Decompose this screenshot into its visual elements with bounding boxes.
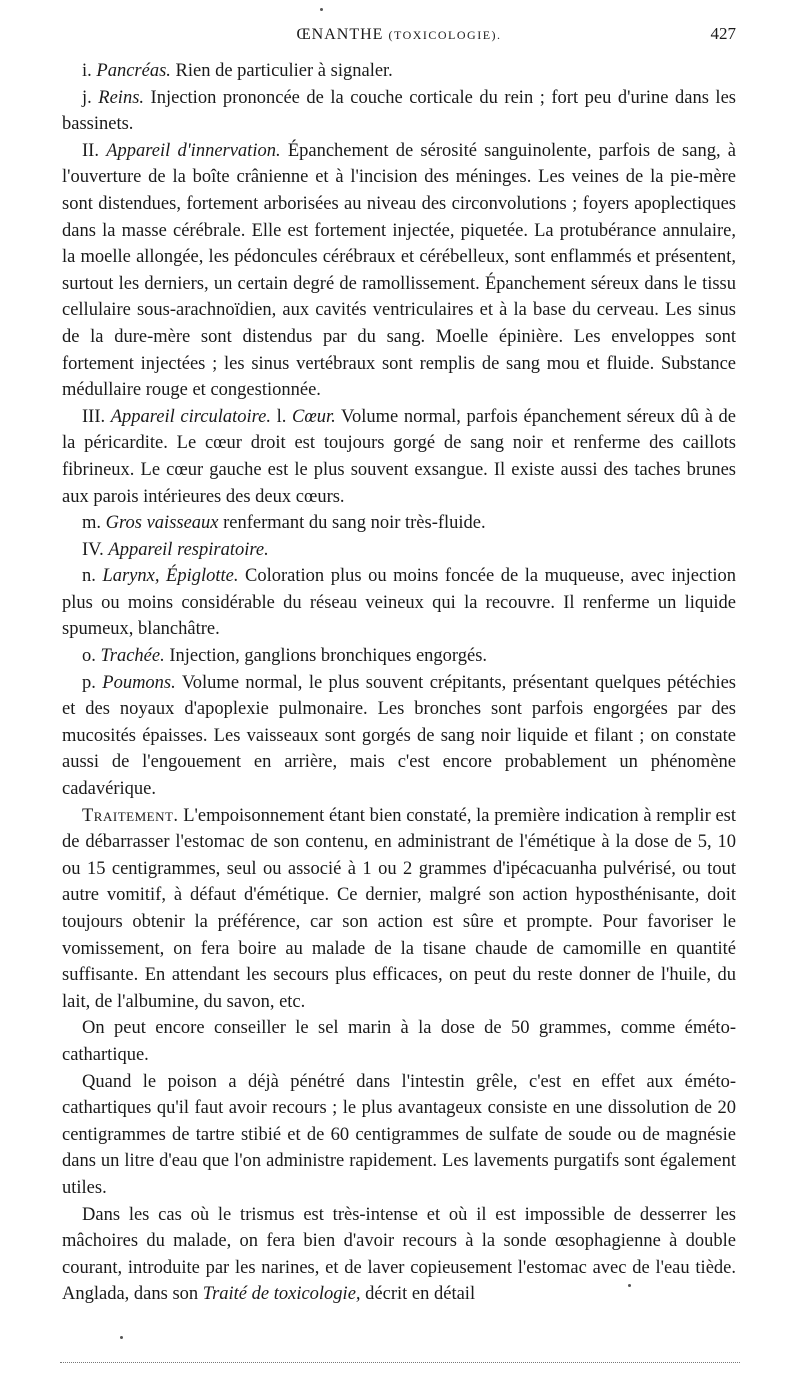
section-label: III.	[82, 406, 106, 427]
item-text: Injection prononcée de la couche corticale du rein ; fort peu d'urine dans les bassinets.	[62, 87, 736, 135]
item-term: Larynx, Épiglotte.	[102, 566, 239, 587]
section-term: Appareil d'innervation.	[106, 140, 281, 161]
section-term: Appareil circulatoire.	[110, 406, 272, 427]
running-title	[62, 26, 736, 44]
section-label: IV.	[82, 539, 104, 560]
item-term: Trachée.	[100, 646, 165, 667]
item-label: p.	[82, 672, 96, 693]
item-label: j.	[82, 87, 92, 108]
book-page	[62, 26, 736, 1308]
paragraph-pancreas	[62, 58, 736, 85]
page-number: 427	[710, 24, 736, 43]
section-text: Volume normal, parfois épanchement séreux dû à de la péricardite. Le cœur droit est toujours gorgé de sang noir et renferme des caillots fibrineux. Le cœur gauche est le plus souvent exsangue. Il existe aussi des taches brunes aux parois intérieures des deux cœurs.	[62, 406, 737, 507]
bottom-dotted-rule	[60, 1362, 740, 1363]
item-label: i.	[82, 61, 92, 81]
paragraph-reins	[62, 85, 736, 138]
running-title-main: ŒNANTHE	[296, 26, 384, 43]
section-heading-traitement: Traitement.	[82, 805, 179, 826]
running-head	[62, 26, 736, 58]
item-label: l.	[271, 406, 287, 427]
paragraph-text: On peut encore conseiller le sel marin à la dose de 50 grammes, comme éméto-cathartique.	[62, 1018, 736, 1065]
paragraph-text: Quand le poison a déjà pénétré dans l'intestin grêle, c'est en effet aux éméto-cathartiques qu'il faut avoir recours ; le plus avantageux consiste en une dissolution de 20 centigrammes de tartre stibié et de 60 centigrammes de sulfate de soude ou de magnésie dans un litre d'eau que l'on administre rapidement. Les lavements purgatifs sont également utiles.	[62, 1071, 736, 1198]
paragraph-gros-vaisseaux	[62, 510, 736, 537]
item-label: o.	[82, 646, 96, 667]
item-label: m.	[82, 513, 102, 534]
item-term: Poumons.	[102, 672, 176, 693]
print-speck	[120, 1336, 123, 1339]
paragraph-text: Dans les cas où le trismus est très-intense et où il est impossible de desserrer les mâchoires du malade, on fera bien d'avoir recours à la sonde œsophagienne à double courant, introduite par les narines, et de laver copieusement l'estomac avec de l'eau tiède. Anglada, dans son	[62, 1204, 736, 1305]
paragraph-intestin	[62, 1069, 736, 1202]
item-term: Pancréas.	[96, 61, 171, 81]
item-text: Volume normal, le plus souvent crépitants, présentant quelques pétéchies et des noyaux d'apoplexie pulmonaire. Les bronches sont parfois engorgées par des mucosités épaisses. Les vaisseaux sont gorgés de sang noir liquide et filant ; on constate aussi de l'engouement en arrière, mais c'est encore probablement un phénomène cadavérique.	[62, 672, 736, 800]
paragraph-text: décrit en détail	[360, 1284, 476, 1305]
item-term: Reins.	[98, 87, 145, 108]
body-text	[62, 58, 736, 1308]
print-speck	[628, 1284, 631, 1287]
section-term: Appareil respiratoire.	[108, 539, 269, 560]
paragraph-trismus	[62, 1202, 736, 1308]
paragraph-traitement	[62, 803, 736, 1016]
paragraph-larynx	[62, 563, 736, 643]
paragraph-sel-marin	[62, 1015, 736, 1068]
section-label: II.	[82, 140, 99, 161]
print-speck	[320, 8, 323, 11]
paragraph-poumons	[62, 670, 736, 803]
item-text: Coloration plus ou moins foncée de la muqueuse, avec injection plus ou moins considérable du réseau veineux qui la recouvre. Il renferme un liquide spumeux, blanchâtre.	[62, 566, 737, 640]
item-text: Injection, ganglions bronchiques engorgés.	[164, 646, 488, 667]
item-text: Rien de particulier à signaler.	[170, 61, 393, 81]
item-label: n.	[82, 566, 96, 587]
paragraph-circulatoire	[62, 404, 736, 510]
section-text: Épanchement de sérosité sanguinolente, parfois de sang, à l'ouverture de la boîte crânienne et à l'incision des méninges. Les veines de la pie-mère sont distendues, fortement arborisées au niveau des circonvolutions ; foyers apoplectiques dans la masse cérébrale. Elle est fortement injectée, piquetée. La protubérance annulaire, la moelle allongée, les pédoncules cérébraux et cérébelleux, sont enflammés et présentent, surtout les derniers, un certain degré de ramollissement. Épanchement séreux dans le tissu cellulaire sous-arachnoïdien, aux cavités ventriculaires et à la base du cerveau. Les sinus de la dure-mère sont distendus par du sang. Moelle épinière. Les enveloppes sont fortement injectées ; les sinus vertébraux sont remplis de sang mou et fluide. Substance médullaire rouge et congestionnée.	[62, 140, 736, 401]
section-text: L'empoisonnement étant bien constaté, la première indication à remplir est de débarrasser l'estomac de son contenu, en administrant de l'émétique à la dose de 5, 10 ou 15 centigrammes, seul ou associé à 1 ou 2 grammes d'ipécacuanha pulvérisé, ou tout autre vomitif, à défaut d'émétique. Ce dernier, malgré son action hyposthénisante, doit toujours obtenir la préférence, car son action est sûre et prompte. Pour favoriser le vomissement, on fera boire au malade de la tisane chaude de camomille en quantité suffisante. En attendant les secours plus efficaces, on peut du reste donner de l'huile, du lait, de l'albumine, du savon, etc.	[62, 805, 736, 1012]
book-title: Traité de toxicologie,	[202, 1284, 361, 1305]
item-text: renfermant du sang noir très-fluide.	[218, 513, 486, 534]
running-title-sub: (TOXICOLOGIE).	[388, 28, 502, 42]
paragraph-trachee	[62, 643, 736, 670]
paragraph-innervation	[62, 138, 736, 404]
item-term: Gros vaisseaux	[105, 513, 219, 534]
item-term: Cœur.	[292, 406, 336, 427]
paragraph-respiratoire	[62, 537, 736, 564]
